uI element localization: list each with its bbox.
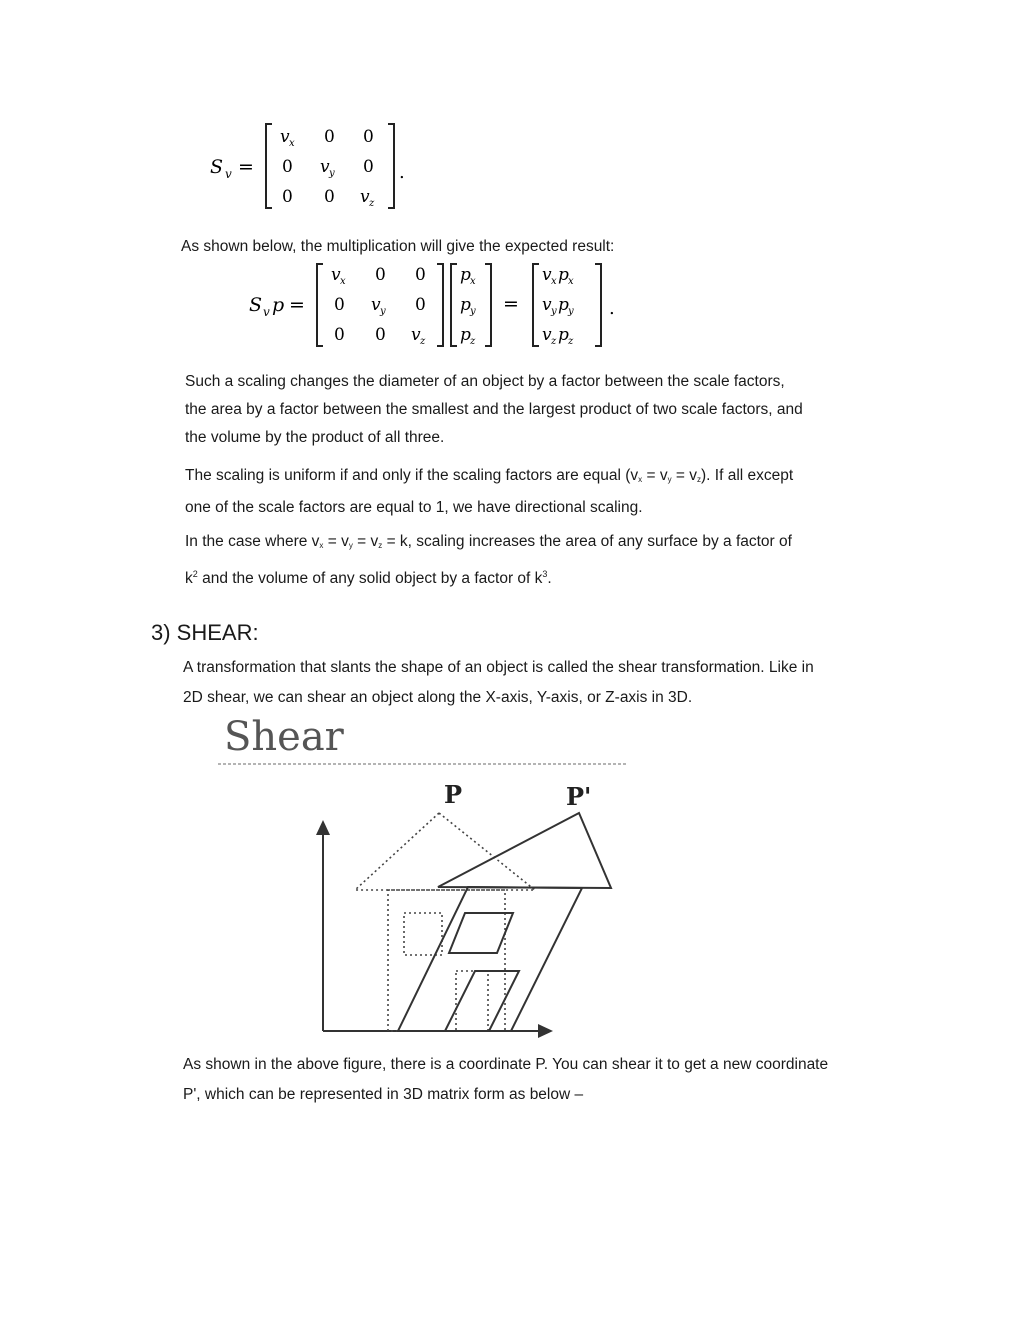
- equals-sign: =: [289, 294, 305, 316]
- text-run: = v: [352, 533, 379, 550]
- right-bracket: [437, 264, 443, 346]
- paragraph-scaling-effects: [185, 368, 803, 452]
- subscript: y: [348, 541, 353, 550]
- matrix-cell: 0: [375, 265, 386, 285]
- matrix-cell: v: [411, 325, 421, 345]
- matrix-cell: 0: [415, 295, 426, 315]
- vector-cell-subscript: y: [470, 306, 476, 317]
- subscript: y: [667, 475, 672, 484]
- y-axis-arrow: [316, 820, 330, 835]
- paragraph-line: [185, 462, 793, 494]
- subscript: z: [697, 475, 702, 484]
- left-bracket: [317, 264, 323, 346]
- matrix-cell: 0: [334, 295, 345, 315]
- matrix-cell: 0: [324, 127, 335, 147]
- paragraph-line: 2D shear, we can shear an object along the X-axis, Y-axis, or Z-axis in 3D.: [183, 689, 693, 706]
- matrix-cell-subscript: y: [380, 306, 386, 317]
- matrix-cell: 0: [363, 127, 374, 147]
- matrix-cell: v: [360, 187, 370, 207]
- text-run: ). If all except: [701, 467, 794, 484]
- text-run: = v: [323, 533, 349, 550]
- superscript: 3: [542, 569, 548, 579]
- vector-cell-subscript: z: [470, 336, 476, 347]
- left-bracket: [451, 264, 457, 346]
- text-run: .: [547, 570, 552, 587]
- vector-cell: p: [460, 325, 471, 345]
- sheared-house: [398, 813, 611, 1031]
- sheared-window: [449, 913, 513, 953]
- label-p: P: [444, 780, 463, 809]
- result-v: v: [542, 325, 552, 345]
- matrix-cell: v: [331, 265, 341, 285]
- result-cell: [542, 325, 574, 347]
- text-run: and the volume of any solid object by a factor of k: [197, 570, 543, 587]
- trailing-period: .: [609, 298, 615, 319]
- result-p: p: [558, 295, 569, 315]
- figure-title: Shear: [224, 714, 344, 760]
- result-p-sub: y: [568, 306, 574, 317]
- matrix-cell-subscript: z: [420, 336, 426, 347]
- product-lhs-var: p: [272, 294, 285, 316]
- result-p-sub: z: [568, 336, 574, 347]
- superscript: 2: [192, 569, 198, 579]
- matrix-cell: v: [371, 295, 381, 315]
- subscript: x: [319, 541, 324, 550]
- result-v-sub: x: [551, 276, 557, 287]
- result-p: p: [558, 265, 569, 285]
- right-bracket: [388, 124, 394, 208]
- original-house: [355, 813, 535, 1031]
- vector-cell: p: [460, 265, 471, 285]
- original-roof: [355, 813, 535, 890]
- section-heading: 3) SHEAR:: [151, 620, 259, 645]
- trailing-period: .: [399, 162, 405, 183]
- paragraph-line: [185, 528, 792, 560]
- matrix-cell: v: [320, 157, 330, 177]
- x-axis-arrow: [538, 1024, 553, 1038]
- paragraph-line: As shown in the above figure, there is a coordinate P. You can shear it to get a new coordinate: [183, 1056, 829, 1073]
- paragraph-uniform-scaling: [185, 462, 793, 522]
- matrix-cell-subscript: y: [329, 168, 335, 179]
- matrix-cell-subscript: z: [369, 198, 375, 209]
- text-run: k: [185, 570, 193, 587]
- right-bracket: [595, 264, 601, 346]
- matrix-cell: 0: [282, 157, 293, 177]
- text-run: = v: [671, 467, 698, 484]
- result-v-sub: z: [551, 336, 557, 347]
- result-cell: [542, 295, 574, 317]
- product-lhs-symbol: S: [249, 294, 263, 316]
- matrix-cell: 0: [282, 187, 293, 207]
- matrix-cell: 0: [324, 187, 335, 207]
- paragraph-line: the volume by the product of all three.: [185, 429, 445, 446]
- text-run: In the case where v: [185, 533, 320, 550]
- matrix-cell: 0: [415, 265, 426, 285]
- equals-sign: =: [238, 156, 254, 178]
- result-v-sub: y: [551, 306, 557, 317]
- paragraph-uniform-k: [185, 528, 792, 593]
- subscript: x: [638, 475, 643, 484]
- label-p-prime: P': [566, 782, 592, 811]
- result-p: p: [558, 325, 569, 345]
- sheared-roof: [438, 813, 611, 888]
- paragraph-shear-intro: [183, 653, 814, 713]
- paragraph-line: Such a scaling changes the diameter of an object by a factor between the scale factors,: [185, 373, 785, 390]
- paragraph-closing: [183, 1050, 828, 1110]
- matrix-cell-subscript: x: [289, 138, 295, 149]
- matrix-cell: 0: [334, 325, 345, 345]
- text-run: The scaling is uniform if and only if the scaling factors are equal (v: [185, 467, 639, 484]
- text-run: = v: [642, 467, 668, 484]
- product-equation: [245, 258, 625, 350]
- text-run: = k, scaling increases the area of any surface by a factor of: [382, 533, 792, 550]
- right-bracket: [485, 264, 491, 346]
- paragraph-line: the area by a factor between the smallest and the largest product of two scale factors, and: [185, 401, 803, 418]
- matrix-cell-subscript: x: [340, 276, 346, 287]
- left-bracket: [533, 264, 539, 346]
- result-cell: [542, 265, 574, 287]
- matrix-cell: 0: [375, 325, 386, 345]
- sheared-body: [398, 887, 582, 1031]
- scaling-matrix-equation: [200, 118, 420, 214]
- original-window: [404, 913, 442, 955]
- product-lhs-subscript: v: [263, 305, 270, 319]
- vector-cell: p: [460, 295, 471, 315]
- vector-cell-subscript: x: [470, 276, 476, 287]
- matrix-lhs-subscript: v: [225, 167, 232, 181]
- matrix-cell: v: [280, 127, 290, 147]
- paragraph-line: one of the scale factors are equal to 1, we have directional scaling.: [185, 499, 643, 516]
- result-v: v: [542, 265, 552, 285]
- subscript: z: [378, 541, 383, 550]
- paragraph-line: P', which can be represented in 3D matrix form as below –: [183, 1086, 584, 1103]
- result-p-sub: x: [568, 276, 574, 287]
- paragraph-line: [185, 560, 792, 593]
- shear-figure: [212, 708, 632, 1040]
- paragraph-line: A transformation that slants the shape of an object is called the shear transformation. Like in: [183, 659, 814, 676]
- result-v: v: [542, 295, 552, 315]
- equals-sign: =: [503, 293, 519, 315]
- left-bracket: [266, 124, 272, 208]
- intro-sentence: As shown below, the multiplication will give the expected result:: [181, 238, 615, 255]
- matrix-lhs-symbol: S: [210, 156, 224, 178]
- matrix-cell: 0: [363, 157, 374, 177]
